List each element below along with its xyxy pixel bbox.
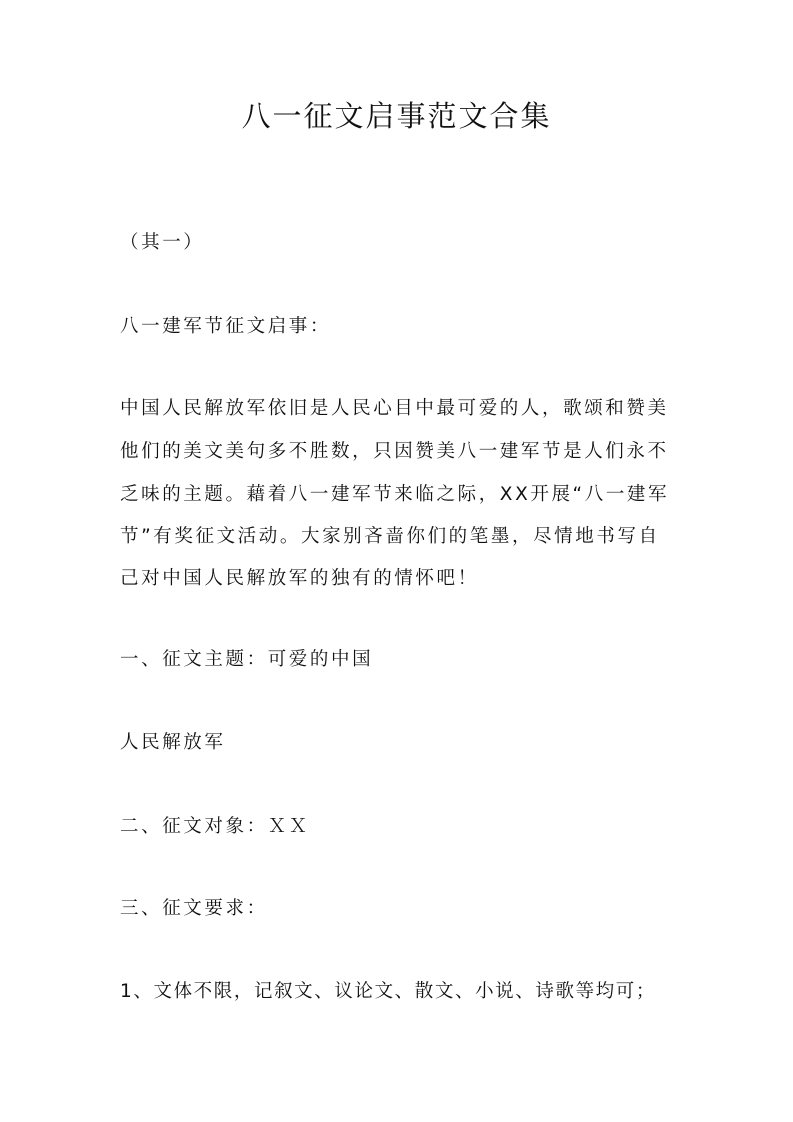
intro-line-3: 乏味的主题。藉着八一建军节来临之际，XX开展“八一建军 <box>120 484 670 505</box>
target-line: 二、征文对象：ＸＸ <box>120 816 310 837</box>
requirements-heading: 三、征文要求： <box>120 898 268 919</box>
intro-line-4: 节”有奖征文活动。大家别吝啬你们的笔墨，尽情地书写自 <box>120 526 660 547</box>
section-marker: （其一） <box>120 232 205 253</box>
intro-line-2: 他们的美文美句多不胜数，只因赞美八一建军节是人们永不 <box>120 441 669 462</box>
notice-heading: 八一建军节征文启事： <box>120 316 332 337</box>
intro-line-5: 己对中国人民解放军的独有的情怀吧！ <box>120 568 479 589</box>
theme-line-1: 一、征文主题：可爱的中国 <box>120 649 374 670</box>
intro-line-1: 中国人民解放军依旧是人民心目中最可爱的人，歌颂和赞美 <box>120 398 669 419</box>
theme-line-2: 人民解放军 <box>120 732 226 753</box>
requirement-1: 1、文体不限，记叙文、议论文、散文、小说、诗歌等均可； <box>120 981 656 1002</box>
document-title: 八一征文启事范文合集 <box>241 99 552 133</box>
